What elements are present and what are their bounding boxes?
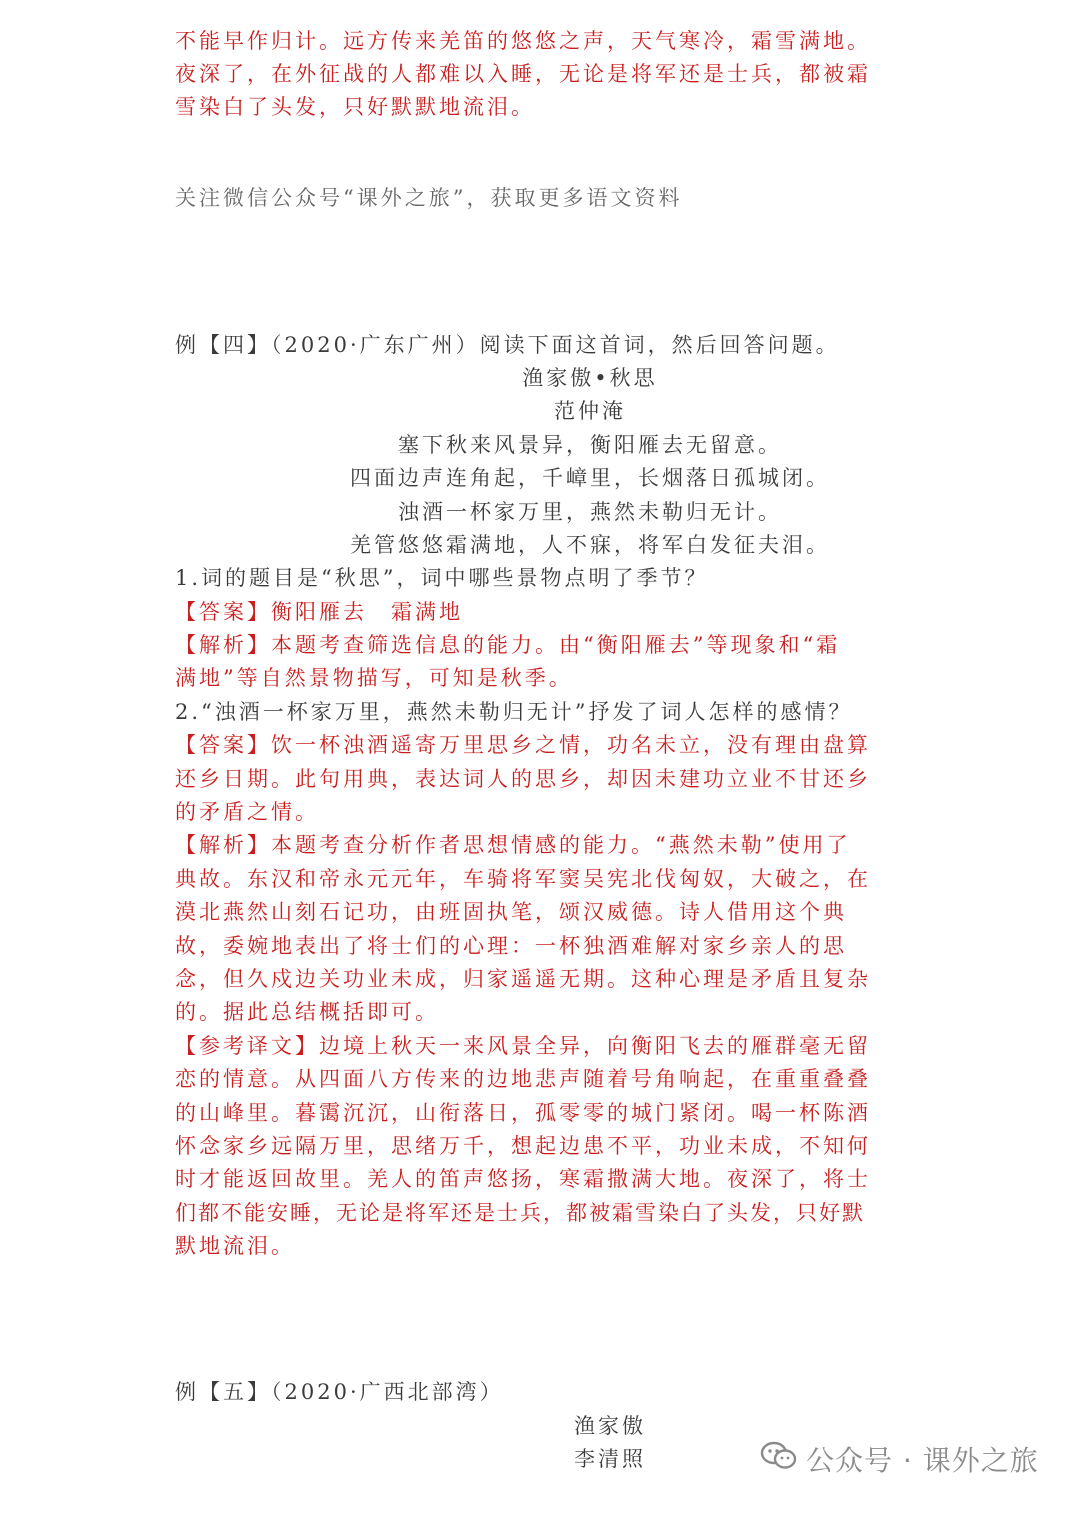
watermark-text: 公众号 · 课外之旅 <box>806 1444 1039 1477</box>
ex5-heading: 例【五】（2020·广西北部湾） <box>175 1380 504 1404</box>
wechat-icon <box>760 1440 806 1479</box>
ex4-q2-analysis-line: 典故。东汉和帝永元元年，车骑将军窦吴宪北伐匈奴，大破之，在 <box>175 867 871 891</box>
ex4-poem-line: 浊酒一杯家万里，燕然未勒归无计。 <box>398 500 782 524</box>
ex4-q2-analysis-line: 漠北燕然山刻石记功，由班固执笔，颂汉威德。诗人借用这个典 <box>175 900 847 924</box>
ex4-poem-line: 羌管悠悠霜满地，人不寐，将军白发征夫泪。 <box>350 533 830 557</box>
ex4-translation-line: 恋的情意。从四面八方传来的边地悲声随着号角响起，在重重叠叠 <box>175 1067 871 1091</box>
top-para-line: 不能早作归计。远方传来羌笛的悠悠之声，天气寒冷，霜雪满地。 <box>175 29 871 53</box>
ex4-poem-line: 塞下秋来风景异，衡阳雁去无留意。 <box>398 433 782 457</box>
ex4-q2-analysis-line: 的。据此总结概括即可。 <box>175 1000 439 1024</box>
watermark <box>760 1439 1039 1479</box>
ex4-translation-line: 们都不能安睡，无论是将军还是士兵，都被霜雪染白了头发，只好默 <box>175 1201 865 1225</box>
ex4-q1-analysis-line: 【解析】本题考查筛选信息的能力。由“衡阳雁去”等现象和“霜 <box>175 633 841 657</box>
ex4-translation-line: 【参考译文】边境上秋天一来风景全异，向衡阳飞去的雁群毫无留 <box>175 1034 871 1058</box>
ex4-q2-answer-line: 的矛盾之情。 <box>175 800 319 824</box>
ex4-question-2: 2.“浊酒一杯家万里，燕然未勒归无计”抒发了词人怎样的感情？ <box>175 700 853 724</box>
top-para-line: 夜深了，在外征战的人都难以入睡，无论是将军还是士兵，都被霜 <box>175 62 871 86</box>
promo-text: 关注微信公众号“课外之旅”，获取更多语文资料 <box>175 186 683 210</box>
ex4-q1-analysis-line: 满地”等自然景物描写，可知是秋季。 <box>175 666 573 690</box>
ex4-q2-answer-line: 【答案】饮一杯浊酒遥寄万里思乡之情，功名未立，没有理由盘算 <box>175 733 871 757</box>
ex5-poem-title: 渔家傲 <box>574 1414 646 1438</box>
ex4-poem-line: 四面边声连角起，千嶂里，长烟落日孤城闭。 <box>350 466 830 490</box>
ex4-q2-analysis-line: 念，但久戍边关功业未成，归家遥遥无期。这种心理是矛盾且复杂 <box>175 967 871 991</box>
ex4-q2-answer-line: 还乡日期。此句用典，表达词人的思乡，却因未建功立业不甘还乡 <box>175 767 871 791</box>
ex4-question-1: 1.词的题目是“秋思”，词中哪些景物点明了季节？ <box>175 566 709 590</box>
ex4-translation-line: 的山峰里。暮霭沉沉，山衔落日，孤零零的城门紧闭。喝一杯陈酒 <box>175 1101 871 1125</box>
ex5-author: 李清照 <box>574 1447 646 1471</box>
ex4-author: 范仲淹 <box>554 399 626 423</box>
ex4-translation-line: 默地流泪。 <box>175 1234 295 1258</box>
ex4-q2-analysis-line: 【解析】本题考查分析作者思想情感的能力。“燕然未勒”使用了 <box>175 833 851 857</box>
ex4-translation-line: 时才能返回故里。羌人的笛声悠扬，寒霜撒满大地。夜深了，将士 <box>175 1167 871 1191</box>
ex4-poem-title: 渔家傲•秋思 <box>522 366 658 390</box>
top-para-line: 雪染白了头发，只好默默地流泪。 <box>175 95 535 119</box>
ex4-q2-analysis-line: 故，委婉地表出了将士们的心理：一杯独酒难解对家乡亲人的思 <box>175 934 847 958</box>
ex4-q1-answer: 【答案】衡阳雁去 霜满地 <box>175 600 463 624</box>
ex4-translation-line: 怀念家乡远隔万里，思绪万千，想起边患不平，功业未成，不知何 <box>175 1134 871 1158</box>
ex4-heading: 例【四】（2020·广东广州）阅读下面这首词，然后回答问题。 <box>175 333 840 357</box>
